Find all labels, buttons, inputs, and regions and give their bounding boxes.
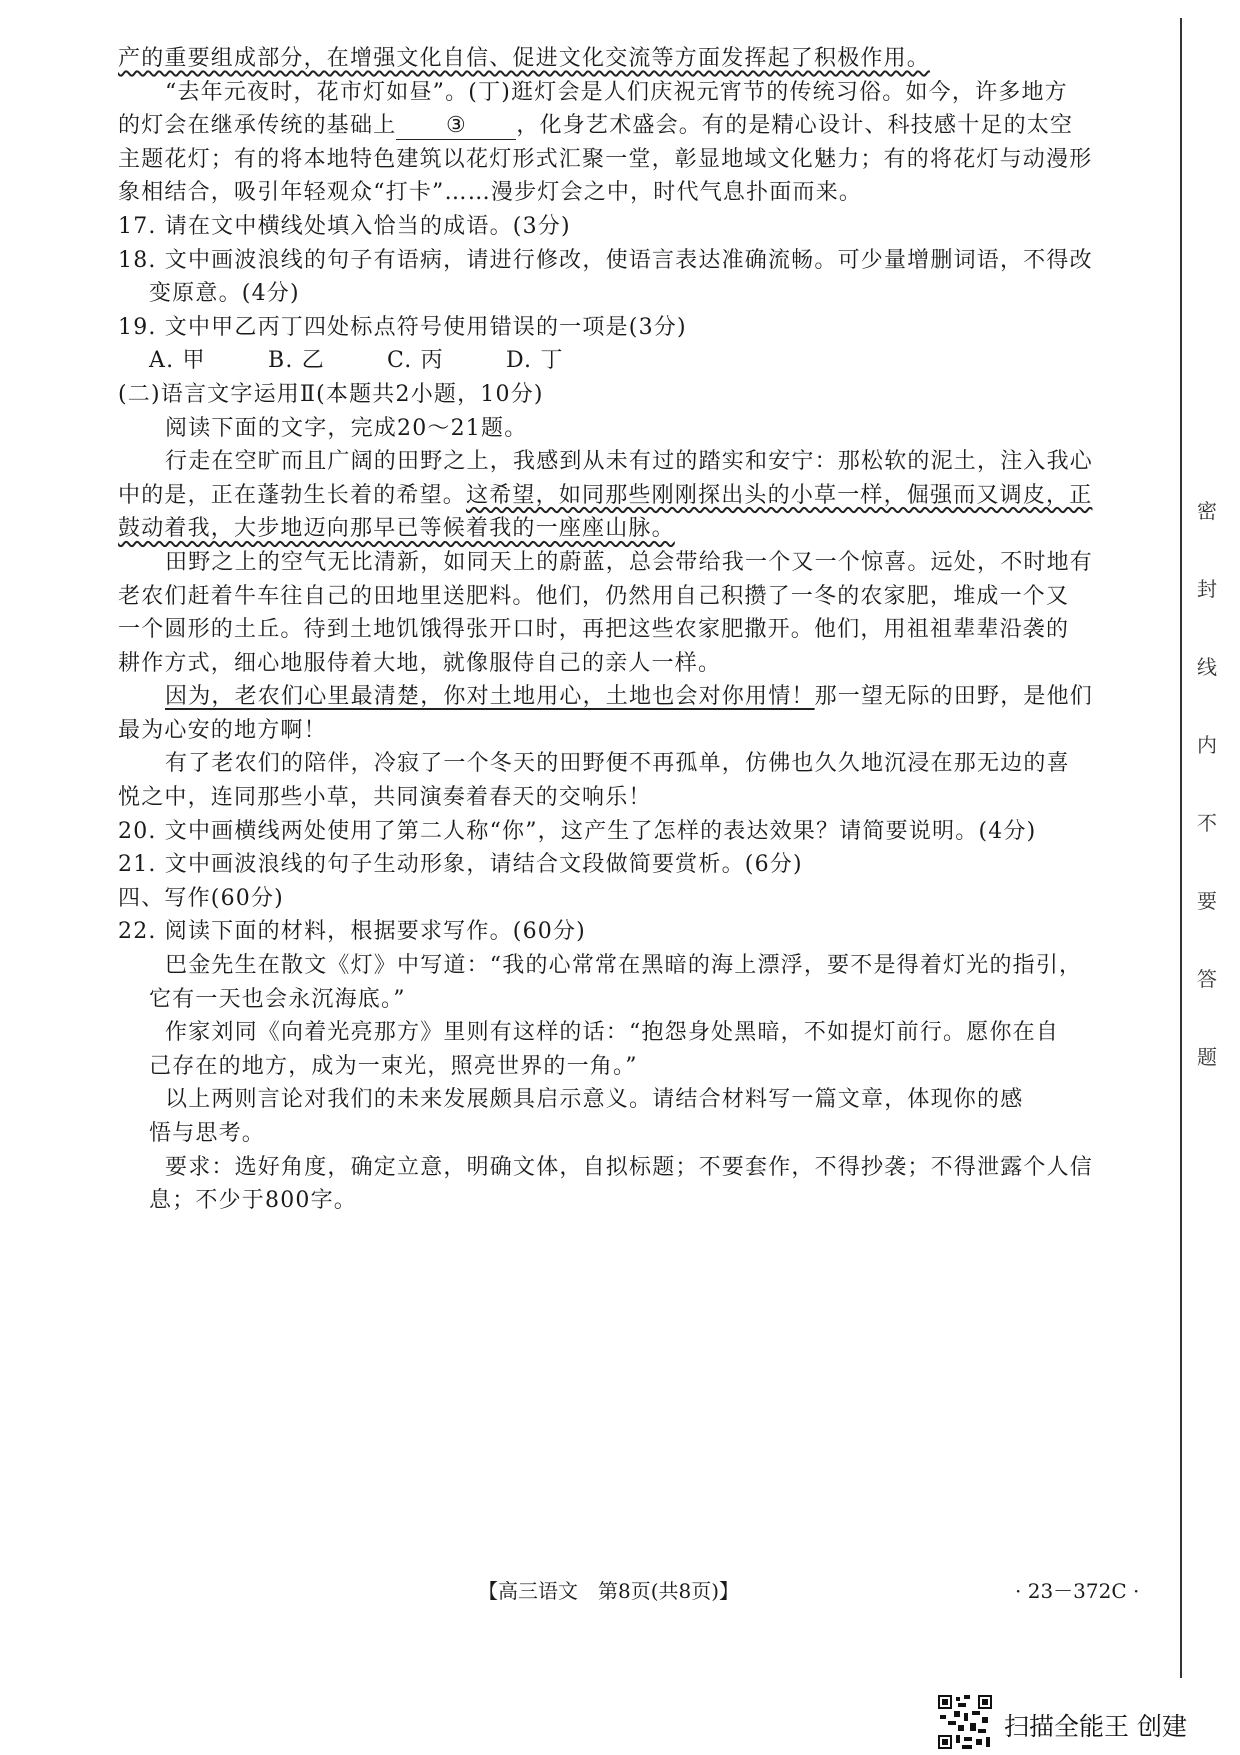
margin-char: 密 [1197,499,1217,523]
seal-margin-text [1193,495,1221,1119]
seal-line [1180,18,1182,1678]
underlined-sentence: 因为，老农们心里最清楚，你对土地用心，土地也会对你用情！ [165,684,815,710]
requirement-line: 要求：选好角度，确定立意，明确文体，自拟标题；不要套作，不得抄袭；不得泄露个人信 [165,1154,1094,1180]
passage-line [118,109,1133,143]
passage-line [118,680,1133,714]
material-line: 巴金先生在散文《灯》中写道：“我的心常常在黑暗的海上漂浮，要不是得着灯光的指引， [165,953,1083,979]
passage-line [118,512,1133,546]
margin-char: 封 [1197,577,1217,601]
option-c: C. 丙 [387,348,444,374]
passage-line: 行走在空旷而且广阔的田野之上，我感到从未有过的踏实和安宁：那松软的泥土，注入我心 [165,449,1094,475]
option-b: B. 乙 [268,348,325,374]
material-line: 作家刘同《向着光亮那方》里则有这样的话：“抱怨身处黑暗，不如提灯前行。愿你在自 [165,1020,1060,1046]
passage-line: 有了老农们的陪伴，冷寂了一个冬天的田野便不再孤单，仿佛也久久地沉浸在那无边的喜 [165,751,1070,777]
passage-line: 一个圆形的土丘。待到土地饥饿得张开口时，再把这些农家肥撒开。他们，用祖祖辈辈沿袭的 [118,617,1070,643]
section-2-heading: (二)语言文字运用Ⅱ(本题共2小题，10分) [118,381,544,407]
passage-line: 主题花灯；有的将本地特色建筑以花灯形式汇聚一堂，彰显地域文化魅力；有的将花灯与动漫形 [118,146,1093,172]
margin-char: 题 [1197,1045,1217,1069]
wavy-sentence: 鼓动着我，大步地迈向那早已等候着我的一座座山脉。 [118,516,675,542]
passage-line: “去年元夜时，花市灯如昼”。(丁)逛灯会是人们庆祝元宵节的传统习俗。如今，许多地方 [165,79,1068,105]
footer-page-info: 【高三语文 第8页(共8页)】 [478,1579,740,1603]
passage-line: 象相结合，吸引年轻观众“打卡”……漫步灯会之中，时代气息扑面而来。 [118,180,863,206]
footer-code: · 23－372C · [1015,1579,1140,1603]
fill-blank-3: ③ [396,113,516,140]
margin-char: 线 [1197,655,1217,679]
text-segment: ，化身艺术盛会。有的是精心设计、科技感十足的太空 [516,113,1074,139]
material-line: 以上两则言论对我们的未来发展颇具启示意义。请结合材料写一篇文章，体现你的感 [165,1087,1024,1113]
passage-line: 悦之中，连同那些小草，共同演奏着春天的交响乐！ [118,785,652,811]
option-d: D. 丁 [506,348,564,374]
text-segment: 那一望无际的田野，是他们 [814,684,1094,710]
passage-line: 田野之上的空气无比清新，如同天上的蔚蓝，总会带给我一个又一个惊喜。远处，不时地有 [165,549,1094,575]
question-18-cont: 变原意。(4分) [149,281,300,307]
wavy-sentence: 这希望，如同那些刚刚探出头的小草一样，倔强而又调皮，正 [466,482,1093,508]
wavy-sentence: 产的重要组成部分，在增强文化自信、促进文化交流等方面发挥起了积极作用。 [118,46,931,71]
option-a: A. 甲 [149,348,206,374]
question-21: 21. 文中画波浪线的句子生动形象，请结合文段做简要赏析。(6分) [118,852,803,878]
page-content [118,42,1133,1218]
passage-line [118,42,1133,76]
margin-char: 内 [1197,733,1217,757]
material-line: 悟与思考。 [149,1121,266,1146]
scanner-watermark [938,1693,1238,1753]
passage-line: 老农们赶着牛车往自己的田地里送肥料。他们，仍然用自己积攒了一冬的农家肥，堆成一个又 [118,583,1070,609]
question-19: 19. 文中甲乙丙丁四处标点符号使用错误的一项是(3分) [118,314,687,340]
requirement-line: 息；不少于800字。 [149,1188,357,1214]
material-line: 它有一天也会永沉海底。” [149,986,406,1012]
section-4-heading: 四、写作(60分) [118,885,284,911]
passage-line: 耕作方式，细心地服侍着大地，就像服侍自己的亲人一样。 [118,650,722,676]
passage-line [118,479,1133,513]
question-19-options [118,344,1133,378]
margin-char: 要 [1197,889,1217,913]
margin-char: 不 [1197,811,1217,835]
text-segment: 中的是，正在蓬勃生长着的希望。 [118,482,467,508]
material-line: 己存在的地方，成为一束光，照亮世界的一角。” [149,1053,638,1079]
text-segment: 的灯会在继承传统的基础上 [118,113,397,139]
question-18: 18. 文中画波浪线的句子有语病，请进行修改，使语言表达准确流畅。可少量增删词语，不得改 [118,247,1093,273]
section-2-instruction: 阅读下面的文字，完成20～21题。 [165,415,528,441]
question-22: 22. 阅读下面的材料，根据要求写作。(60分) [118,919,586,945]
question-20: 20. 文中画横线两处使用了第二人称“你”，这产生了怎样的表达效果？请简要说明。(4分) [118,818,1037,844]
qr-code-icon [938,1695,992,1749]
question-17: 17. 请在文中横线处填入恰当的成语。(3分) [118,213,571,239]
passage-line: 最为心安的地方啊！ [118,717,327,743]
scanner-label: 扫描全能王 创建 [1004,1712,1187,1741]
margin-char: 答 [1197,967,1217,991]
